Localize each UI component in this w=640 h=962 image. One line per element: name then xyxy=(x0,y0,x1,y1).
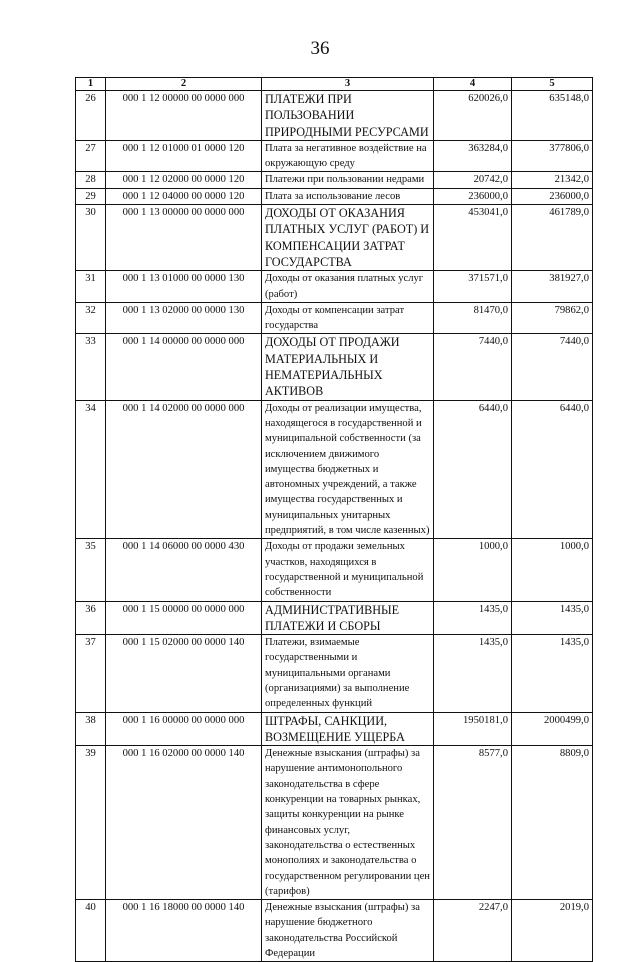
income-name: Доходы от компенсации затрат государства xyxy=(262,302,434,334)
row-number: 38 xyxy=(76,712,106,746)
income-name: АДМИНИСТРАТИВНЫЕ ПЛАТЕЖИ И СБОРЫ xyxy=(262,601,434,635)
row-number: 30 xyxy=(76,205,106,271)
value-year-1: 1000,0 xyxy=(434,539,512,601)
income-name: ДОХОДЫ ОТ ПРОДАЖИ МАТЕРИАЛЬНЫХ И НЕМАТЕРИАЛЬНЫХ АКТИВОВ xyxy=(262,334,434,400)
budget-code: 000 1 13 02000 00 0000 130 xyxy=(106,302,262,334)
table-row xyxy=(76,900,593,962)
value-year-2: 2019,0 xyxy=(512,900,593,962)
header-row xyxy=(76,78,593,91)
value-year-1: 6440,0 xyxy=(434,400,512,539)
budget-code: 000 1 13 01000 00 0000 130 xyxy=(106,271,262,303)
value-year-1: 1435,0 xyxy=(434,635,512,712)
header-col-2: 2 xyxy=(106,78,262,91)
income-name: Доходы от продажи земельных участков, находящихся в государственной и муниципальной собственности xyxy=(262,539,434,601)
header-col-3: 3 xyxy=(262,78,434,91)
income-name: Денежные взыскания (штрафы) за нарушение бюджетного законодательства Российской Федерации xyxy=(262,900,434,962)
table-row xyxy=(76,635,593,712)
budget-code: 000 1 12 02000 00 0000 120 xyxy=(106,172,262,188)
budget-code: 000 1 12 00000 00 0000 000 xyxy=(106,91,262,141)
value-year-1: 20742,0 xyxy=(434,172,512,188)
table-row xyxy=(76,539,593,601)
row-number: 34 xyxy=(76,400,106,539)
value-year-2: 377806,0 xyxy=(512,140,593,172)
value-year-1: 453041,0 xyxy=(434,205,512,271)
table-row xyxy=(76,302,593,334)
table-body xyxy=(76,91,593,962)
budget-code: 000 1 14 00000 00 0000 000 xyxy=(106,334,262,400)
budget-code: 000 1 15 00000 00 0000 000 xyxy=(106,601,262,635)
table-row xyxy=(76,188,593,204)
income-name: ПЛАТЕЖИ ПРИ ПОЛЬЗОВАНИИ ПРИРОДНЫМИ РЕСУРСАМИ xyxy=(262,91,434,141)
table-row xyxy=(76,400,593,539)
row-number: 29 xyxy=(76,188,106,204)
value-year-1: 7440,0 xyxy=(434,334,512,400)
income-name: Платежи при пользовании недрами xyxy=(262,172,434,188)
table-row xyxy=(76,205,593,271)
income-name: ШТРАФЫ, САНКЦИИ, ВОЗМЕЩЕНИЕ УЩЕРБА xyxy=(262,712,434,746)
income-name: Плата за негативное воздействие на окружающую среду xyxy=(262,140,434,172)
table-row xyxy=(76,91,593,141)
row-number: 36 xyxy=(76,601,106,635)
income-name: Доходы от оказания платных услуг (работ) xyxy=(262,271,434,303)
header-col-5: 5 xyxy=(512,78,593,91)
value-year-1: 236000,0 xyxy=(434,188,512,204)
budget-code: 000 1 16 00000 00 0000 000 xyxy=(106,712,262,746)
value-year-1: 371571,0 xyxy=(434,271,512,303)
value-year-1: 363284,0 xyxy=(434,140,512,172)
value-year-2: 2000499,0 xyxy=(512,712,593,746)
budget-table xyxy=(75,77,593,962)
budget-code: 000 1 12 04000 00 0000 120 xyxy=(106,188,262,204)
budget-code: 000 1 13 00000 00 0000 000 xyxy=(106,205,262,271)
budget-code: 000 1 16 18000 00 0000 140 xyxy=(106,900,262,962)
table-row xyxy=(76,140,593,172)
value-year-2: 461789,0 xyxy=(512,205,593,271)
row-number: 37 xyxy=(76,635,106,712)
page-number: 36 xyxy=(310,38,330,59)
budget-code: 000 1 15 02000 00 0000 140 xyxy=(106,635,262,712)
value-year-2: 7440,0 xyxy=(512,334,593,400)
value-year-2: 1435,0 xyxy=(512,601,593,635)
value-year-1: 1950181,0 xyxy=(434,712,512,746)
row-number: 33 xyxy=(76,334,106,400)
value-year-2: 381927,0 xyxy=(512,271,593,303)
income-name: ДОХОДЫ ОТ ОКАЗАНИЯ ПЛАТНЫХ УСЛУГ (РАБОТ) И КОМПЕНСАЦИИ ЗАТРАТ ГОСУДАРСТВА xyxy=(262,205,434,271)
row-number: 32 xyxy=(76,302,106,334)
budget-code: 000 1 14 02000 00 0000 000 xyxy=(106,400,262,539)
budget-code: 000 1 16 02000 00 0000 140 xyxy=(106,746,262,900)
income-name: Доходы от реализации имущества, находящегося в государственной и муниципальной собственности (за исключением движимого имущества бюджетных и автономных учреждений, а также имущества государственных и муниципальных унитарных предприятий, в том числе казенных) xyxy=(262,400,434,539)
value-year-2: 8809,0 xyxy=(512,746,593,900)
value-year-2: 635148,0 xyxy=(512,91,593,141)
row-number: 28 xyxy=(76,172,106,188)
header-col-4: 4 xyxy=(434,78,512,91)
row-number: 39 xyxy=(76,746,106,900)
income-name: Денежные взыскания (штрафы) за нарушение антимонопольного законодательства в сфере конкуренции на товарных рынках, защиты конкуренции на рынке финансовых услуг, законодательства о естественных монополиях и законодательства о государственном регулировании цен (тарифов) xyxy=(262,746,434,900)
table-row xyxy=(76,712,593,746)
value-year-2: 79862,0 xyxy=(512,302,593,334)
row-number: 31 xyxy=(76,271,106,303)
row-number: 26 xyxy=(76,91,106,141)
row-number: 35 xyxy=(76,539,106,601)
row-number: 27 xyxy=(76,140,106,172)
budget-code: 000 1 12 01000 01 0000 120 xyxy=(106,140,262,172)
row-number: 40 xyxy=(76,900,106,962)
table-row xyxy=(76,746,593,900)
table-row xyxy=(76,601,593,635)
budget-code: 000 1 14 06000 00 0000 430 xyxy=(106,539,262,601)
value-year-2: 1435,0 xyxy=(512,635,593,712)
value-year-1: 81470,0 xyxy=(434,302,512,334)
table-row xyxy=(76,172,593,188)
income-name: Плата за использование лесов xyxy=(262,188,434,204)
value-year-2: 236000,0 xyxy=(512,188,593,204)
value-year-1: 1435,0 xyxy=(434,601,512,635)
header-col-1: 1 xyxy=(76,78,106,91)
value-year-1: 2247,0 xyxy=(434,900,512,962)
value-year-2: 1000,0 xyxy=(512,539,593,601)
table-row xyxy=(76,271,593,303)
value-year-2: 6440,0 xyxy=(512,400,593,539)
income-name: Платежи, взимаемые государственными и муниципальными органами (организациями) за выполнение определенных функций xyxy=(262,635,434,712)
value-year-1: 8577,0 xyxy=(434,746,512,900)
table-row xyxy=(76,334,593,400)
value-year-2: 21342,0 xyxy=(512,172,593,188)
value-year-1: 620026,0 xyxy=(434,91,512,141)
